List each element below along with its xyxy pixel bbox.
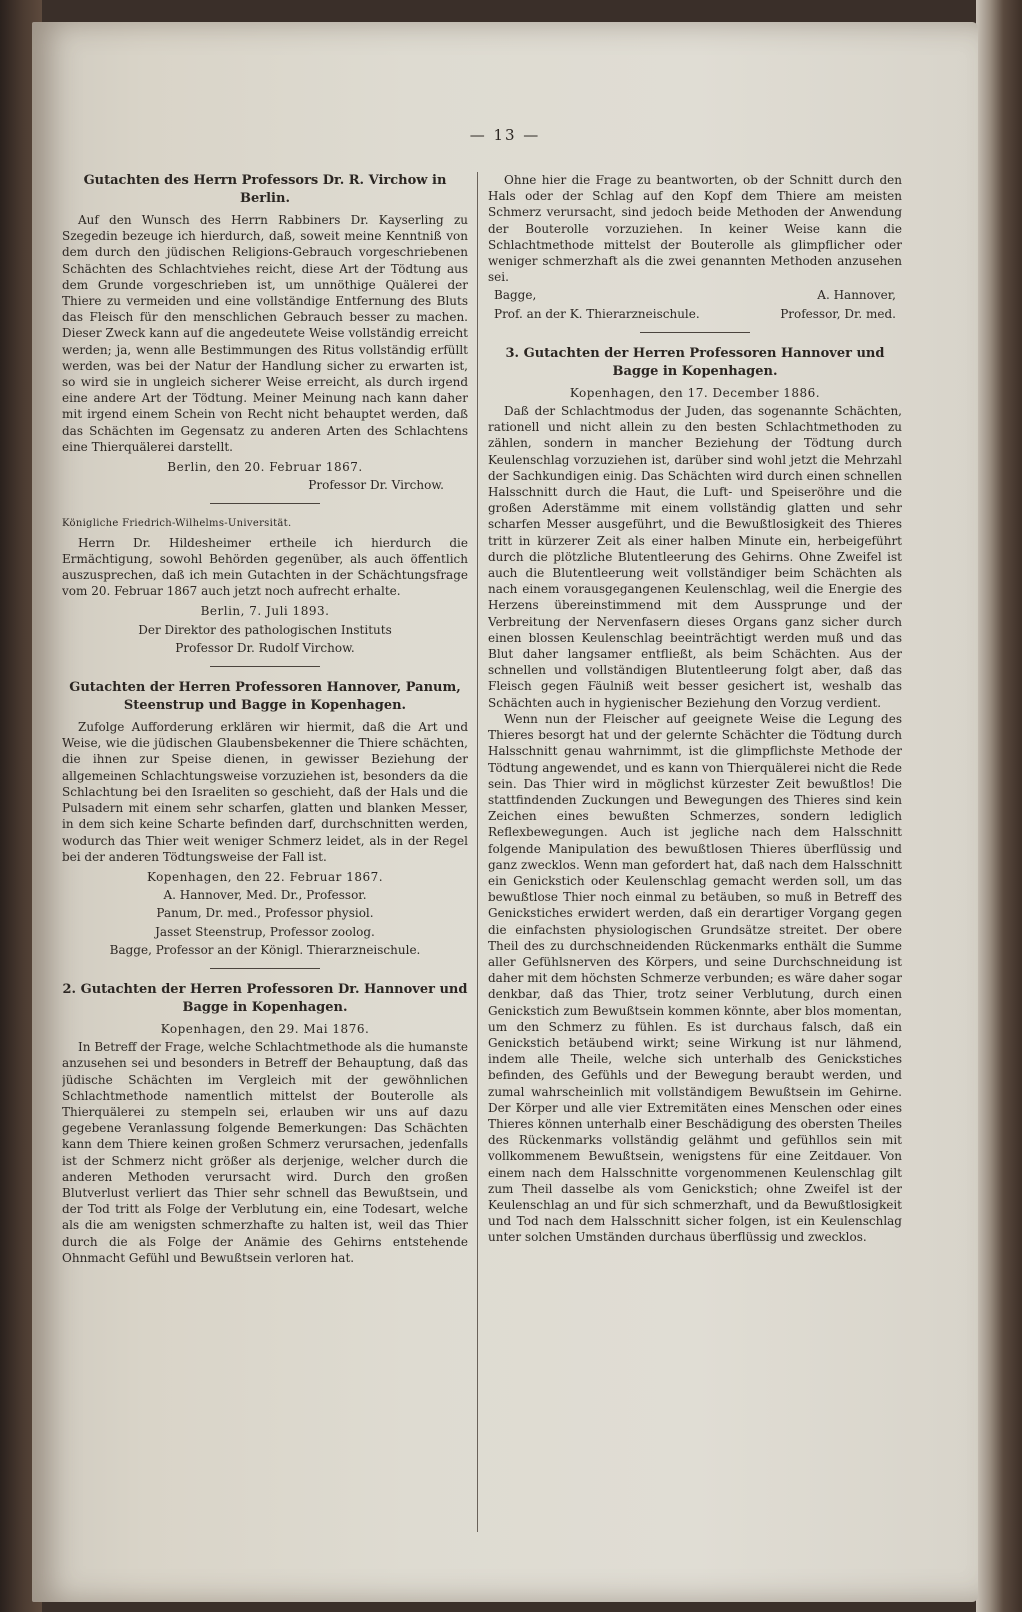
signature-bagge-name: Bagge, xyxy=(494,288,537,303)
text-kopenhagen-1876-cont: Ohne hier die Frage zu beantworten, ob der Schnitt durch den Hals oder der Schlag auf den Kopf dem Thiere am meisten Schmerz verursacht, sind jedoch beide Methoden der Anwendung der Bouterolle vorzuziehen. In keiner Weise kann die Schlachtmethode mittelst der Bouterolle als glimpflicher oder weniger schmerzhaft als die zwei genannten Methoden anzusehen sei. xyxy=(488,173,902,285)
date-virchow-1893: Berlin, 7. Juli 1893. xyxy=(200,604,330,619)
signature-bagge: Bagge, Professor an der Königl. Thierarzneischule. xyxy=(109,942,421,957)
text-kopenhagen-1876: In Betreff der Frage, welche Schlachtmethode als die humanste anzusehen sei und besonders in Betreff der Behauptung, daß das jüdische Schächten im Vergleich mit der gewöhnlichen Schlachtmethode namentlich mittelst der Bouterolle als Thierquälerei zu stempeln sei, erlauben wir uns auf dazu gegebene Veranlassung folgende Bemerkungen: Das Schächten kann dem Thiere keinen großen Schmerz verursachen, jedenfalls ist der Schmerz nicht größer als derjenige, welcher durch die anderen Methoden verursacht wird. Durch den großen Blutverlust verliert das Thier sehr schnell das Bewußtsein, und der Tod tritt als Folge der Verblutung ein, eine Todesart, welche als die am wenigsten schmerzhafte zu halten ist, weil das Thier durch die als Folge der Anämie des Gehirns entstehende Ohnmacht Gefühl und Bewußtsein verloren hat. xyxy=(62,1040,468,1265)
section-divider xyxy=(210,968,320,969)
signature-steenstrup: Jasset Steenstrup, Professor zoolog. xyxy=(155,924,375,939)
book-page xyxy=(32,22,978,1602)
heading-kopenhagen-1886: 3. Gutachten der Herren Professoren Hannover und Bagge in Kopenhagen. xyxy=(505,345,885,379)
text-virchow: Auf den Wunsch des Herrn Rabbiners Dr. Kayserling zu Szegedin bezeuge ich hierdurch, daß, soweit meine Kenntniß von dem durch den jüdischen Religions-Gebrauch vorgeschriebenen Schächten des Schlachtviehes reicht, diese Art der Tödtung aus dem Grunde vorgeschrieben ist, um unnöthige Quälerei der Thiere zu vermeiden und eine vollständige Entfernung des Bluts das Fleisch für den menschlichen Gebrauch besser zu machen. Dieser Zweck kann auf die angedeutete Weise vollständig erreicht werden; ja, wenn alle Bestimmungen des Ritus vollständig erfüllt werden, was bei der Natur der Handlung sicher zu erwarten ist, so wird sie in ungleich sicherer Weise erreicht, als durch irgend eine andere Art der Tödtung. Meiner Meinung nach kann daher mit irgend einem Schein von Recht nicht behauptet werden, daß das Schächten im Gegensatz zu anderen Arten des Schlachtens eine Thierquälerei darstellt. xyxy=(62,213,468,454)
heading-virchow: Gutachten des Herrn Professors Dr. R. Virchow in Berlin. xyxy=(83,173,447,206)
section-divider xyxy=(210,503,320,504)
signature-hannover-title: Professor, Dr. med. xyxy=(780,306,896,321)
date-kopenhagen-1867: Kopenhagen, den 22. Februar 1867. xyxy=(146,869,384,884)
heading-kopenhagen-1876: 2. Gutachten der Herren Professoren Dr. Hannover und Bagge in Kopenhagen. xyxy=(62,981,468,1015)
book-page-edges xyxy=(976,0,1022,1612)
text-kopenhagen-1867: Zufolge Aufforderung erklären wir hiermit, daß die Art und Weise, wie die jüdischen Glaubensbekenner die Thiere schächten, die ihnen zur Speise dienen, in gewisser Beziehung der allgemeinen Schlachtungsweise vorzuziehen ist, besonders da die Schlachtung bei den Israeliten so geschieht, daß der Hals und die Pulsadern mit einem sehr scharfen, glatten und blanken Messer, in dem sich keine Scharte befinden darf, durchschnitten werden, wodurch das Thier weit weniger Schmerz leidet, als in der Regel bei der anderen Tödtungsweise der Fall ist. xyxy=(62,720,468,864)
signature-line-1: Der Direktor des pathologischen Instituts xyxy=(138,622,392,637)
text-virchow-1893: Herrn Dr. Hildesheimer ertheile ich hierdurch die Ermächtigung, sowohl Behörden gegenüber, als auch öffentlich auszusprechen, daß ich mein Gutachten in der Schächtungsfrage vom 20. Februar 1867 auch jetzt noch aufrecht erhalte. xyxy=(62,535,468,599)
page-number: — 13 — xyxy=(469,126,541,144)
signature-pair-1 xyxy=(488,287,902,303)
signature-bagge-title: Prof. an der K. Thierarzneischule. xyxy=(494,306,700,321)
column-rule xyxy=(477,172,478,1532)
text-kopenhagen-1886-part2: Wenn nun der Fleischer auf geeignete Weise die Legung des Thieres besorgt hat und der gelernte Schächter die Tödtung durch Halsschnitt genau wahrnimmt, ist die glimpflichste Methode der Tödtung angewendet, und es kann von Thierquälerei nicht die Rede sein. Das Thier wird in möglichst kürzester Zeit bewußtlos! Die stattfindenden Zuckungen und Bewegungen des Thieres sind kein Zeichen eines bewußten Schmerzes, sondern lediglich Reflexbewegungen. Auch ist jegliche nach dem Halsschnitt folgende Manipulation des bewußtlosen Thieres überflüssig und ganz zwecklos. Wenn man gefordert hat, daß nach dem Halsschnitt ein Genickstich oder Keulenschlag gemacht werden soll, um das bewußtlose Thier noch einmal zu betäuben, so muß in Betreff des Genickstiches erwidert werden, daß ein derartiger Vorgang gegen die einfachsten physiologischen Grundsätze streitet. Der obere Theil des zu durchschneidenden Rückenmarks enthält die Summe aller Gefühlsnerven des Körpers, und seine Durchschneidung ist daher mit dem höchsten Schmerze verbunden; es wäre daher sogar denkbar, daß das Thier, trotz seiner Verblutung, durch einen Genickstich zum Bewußtsein kommen könnte, aber blos momentan, um den Schmerz zu fühlen. Es ist durchaus falsch, daß ein Genickstich betäubend wirkt; seine Wirkung ist nur lähmend, indem alle Theile, welche sich unterhalb des Genickstiches befinden, des Gefühls und der Bewegung beraubt werden, und zumal wahrscheinlich mit vollständigem Bewußtsein im Gehirne. Der Körper und alle vier Extremitäten eines Menschen oder eines Thieres können unterhalb einer Beschädigung des obersten Theiles des Rückenmarks vollständig gelähmt und gefühllos sein mit vollkommenem Bewußtsein, wenigstens für eine Zeitdauer. Von einem nach dem Halsschnitte vorgenommenen Keulenschlag gilt zum Theil dasselbe als vom Genickstich; ohne Zweifel ist der Keulenschlag an und für sich schmerzhaft, und da Bewußtlosigkeit und Tod nach dem Halsschnitt sicher folgen, ist ein Keulenschlag unter solchen Umständen durchaus überflüssig und zwecklos. xyxy=(488,711,902,1245)
signature-pair-2 xyxy=(488,306,902,322)
heading-kopenhagen-1867: Gutachten der Herren Professoren Hannover, Panum, Steenstrup und Bagge in Kopenhagen. xyxy=(69,680,461,714)
text-kopenhagen-1886: Daß der Schlachtmodus der Juden, das sogenannte Schächten, rationell und nicht allein zu den besten Schlachtmethoden zu zählen, sondern in mancher Beziehung der Tödtung durch Keulenschlag vorzuziehen ist, darüber sind wohl jetzt die Mehrzahl der Sachkundigen einig. Das Schächten wird durch einen schnellen Halsschnitt durch die Haut, die Luft- und Speiseröhre und die großen Aderstämme mit einem vollständig glatten und sehr scharfen Messer ausgeführt, und die Bewußtlosigkeit des Thieres tritt in kürzerer Zeit als einer halben Minute ein, herbeigeführt durch die plötzliche Blutentleerung des Gehirns. Ohne Zweifel ist auch die Blutentleerung weit vollständiger beim Schächten als nach einem vorausgegangenen Keulenschlag, weil die Energie des Herzens übereinstimmend mit dem Aussprunge und der Verbreitung der Nervenfasern dieses Organs ganz sicher durch einen blossen Keulenschlag beeinträchtigt werden muß und das Blut daher langsamer entfließt, als beim Schächten. Aus der schnellen und vollständigen Blutentleerung folgt aber, daß das Fleisch gegen Fäulniß weit besser gesichert ist, weshalb das Schächten auch in hygienischer Beziehung den Vorzug verdient. xyxy=(488,404,902,710)
signature-line-2: Professor Dr. Rudolf Virchow. xyxy=(175,640,355,655)
signature-hannover-name: A. Hannover, xyxy=(817,288,896,303)
date-kopenhagen-1876: Kopenhagen, den 29. Mai 1876. xyxy=(160,1021,370,1036)
signature-virchow: Professor Dr. Virchow. xyxy=(308,478,444,493)
signature-panum: Panum, Dr. med., Professor physiol. xyxy=(156,906,374,921)
signature-hannover: A. Hannover, Med. Dr., Professor. xyxy=(163,888,367,903)
date-virchow: Berlin, den 20. Februar 1867. xyxy=(167,460,363,475)
left-column xyxy=(62,172,468,1562)
institution-name: Königliche Friedrich-Wilhelms-Universität. xyxy=(62,518,292,530)
date-kopenhagen-1886: Kopenhagen, den 17. December 1886. xyxy=(569,385,821,400)
right-column xyxy=(488,172,902,1602)
section-divider xyxy=(210,666,320,667)
section-divider xyxy=(640,332,750,333)
